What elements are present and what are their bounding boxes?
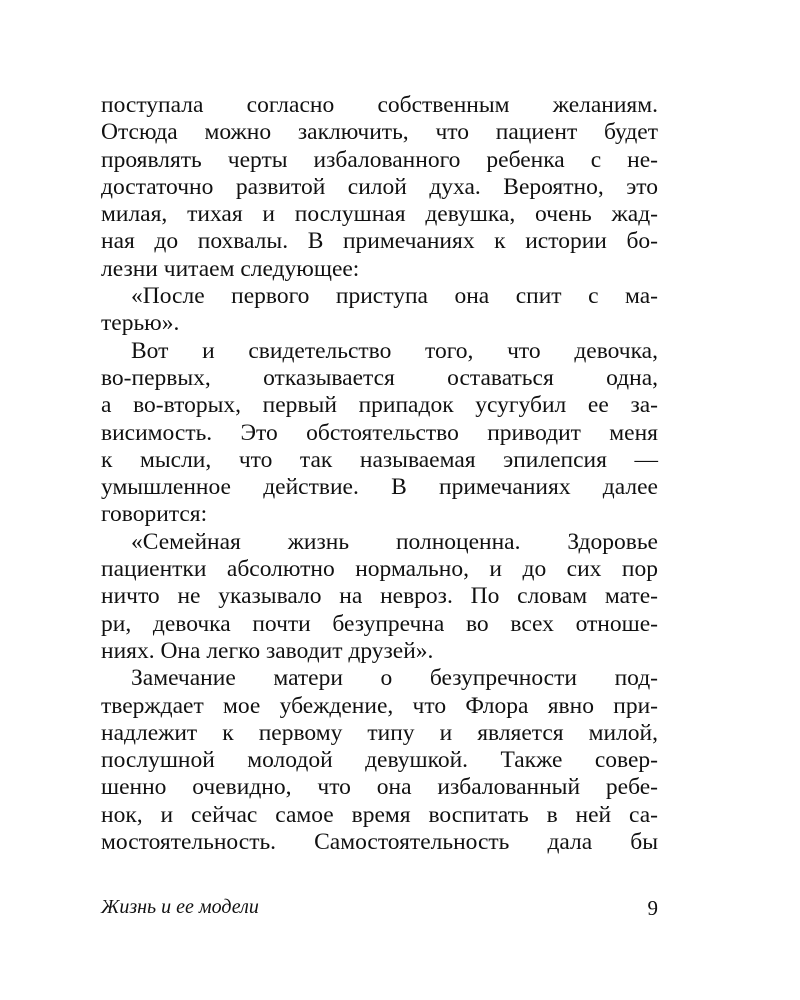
quote-line: терью». [101,310,180,337]
text-line: проявлять черты избалованного ребенка с не- [101,146,658,173]
quote-line: ниях. Она легко заводит друзей». [101,637,434,664]
page-number: 9 [647,896,658,920]
text-line: к мысли, что так называемая эпилепсия — [101,446,658,473]
body-text [101,92,658,856]
quote-line: «Семейная жизнь полноценна. Здоровье [131,528,658,555]
text-line: ная до похвалы. В примечаниях к истории бо- [101,228,658,255]
page-footer [101,896,658,924]
text-line: висимость. Это обстоятельство приводит меня [101,419,658,446]
quote-line: ничто не указывало на невроз. По словам мате- [101,583,658,610]
text-line: Вот и свидетельство того, что девочка, [131,337,658,364]
text-line: а во-вторых, первый припадок усугубил ее за- [101,392,658,419]
text-line: Замечание матери о безупречности под- [131,665,658,692]
text-line: лезни читаем следующее: [101,255,360,282]
text-line: послушной молодой девушкой. Также совер- [101,747,658,774]
text-line: умышленное действие. В примечаниях далее [101,474,658,501]
text-line: тверждает мое убеждение, что Флора явно при- [101,692,658,719]
text-line: шенно очевидно, что она избалованный ребе- [101,774,658,801]
text-line: милая, тихая и послушная девушка, очень жад- [101,201,658,228]
text-line: надлежит к первому типу и является милой, [101,719,658,746]
quote-line: пациентки абсолютно нормально, и до сих пор [101,556,658,583]
text-line: нок, и сейчас самое время воспитать в ней са- [101,801,658,828]
text-line: достаточно развитой силой духа. Вероятно, это [101,173,658,200]
quote-line: «После первого приступа она спит с ма- [131,283,658,310]
text-line: поступала согласно собственным желаниям. [101,92,658,118]
quote-line: ри, девочка почти безупречна во всех отноше- [101,610,658,637]
text-line: мостоятельность. Самостоятельность дала бы [101,829,658,856]
text-line: говорится: [101,501,208,528]
text-line: Отсюда можно заключить, что пациент будет [101,119,658,146]
running-title: Жизнь и ее модели [101,896,259,918]
text-line: во-первых, отказывается оставаться одна, [101,364,658,391]
